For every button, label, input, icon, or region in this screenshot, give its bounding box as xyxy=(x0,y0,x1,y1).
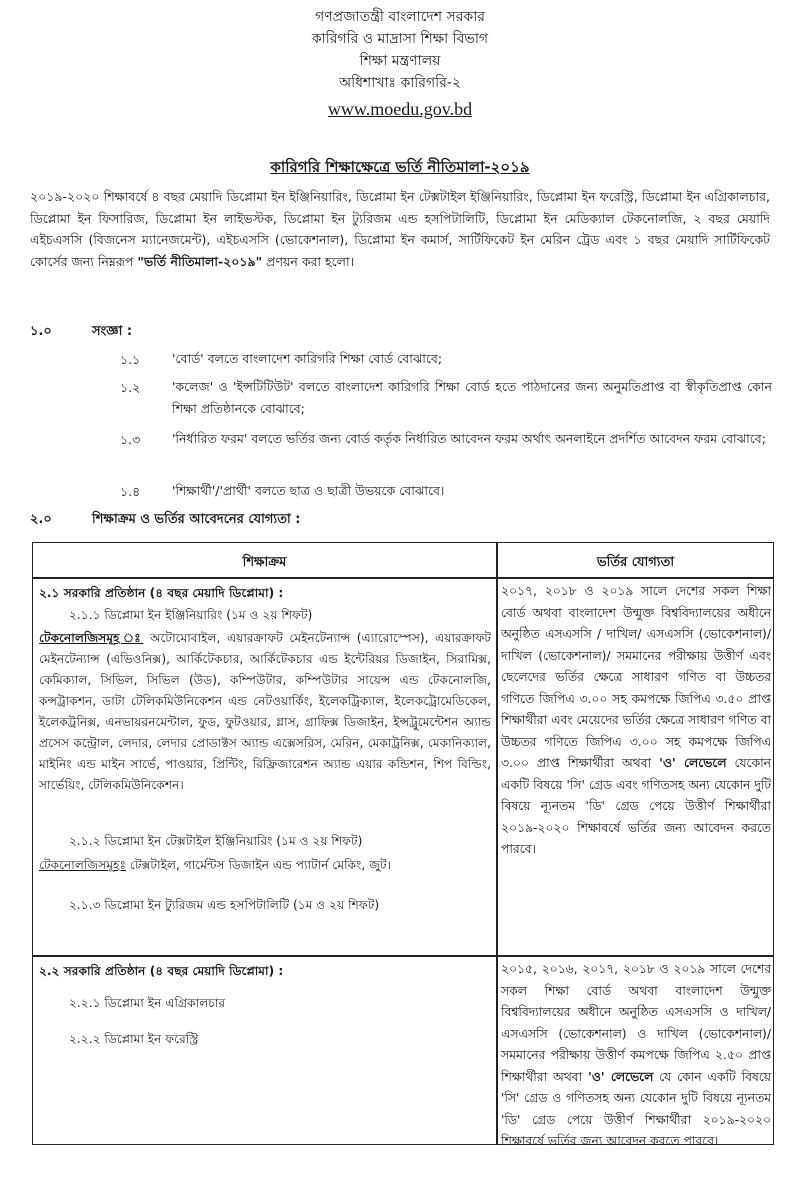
intro-paragraph xyxy=(30,186,770,272)
row1-tech2 xyxy=(39,855,491,876)
tech2-label: টেকনোলজিসমূহঃ xyxy=(39,858,127,872)
website-link[interactable]: www.moedu.gov.bd xyxy=(327,99,473,119)
row1-eligibility-a: ২০১৭, ২০১৮ ও ২০১৯ সালে দেশের সকল শিক্ষা বোর্ড অথবা বাংলাদেশ উন্মুক্ত বিশ্ববিদ্যালয়ের অধীনে অনুষ্ঠিত এসএসসি / দাখিল/ এসএসসি (ভোকেশনাল)/ দাখিল (ভোকেশনাল)/ সমমানের পরীক্ষায় উত্তীর্ণ এবং ছেলেদের ভর্তির ক্ষেত্রে সাধারণ গণিত বা উচ্চতর গণিতে জিপিএ ৩.০০ সহ কমপক্ষে জিপিএ ৩.৫০ প্রাপ্ত শিক্ষার্থীরা এবং মেয়েদের ভর্তির ক্ষেত্রে সাধারণ গণিত বা উচ্চতর গণিতে জিপিএ ৩.০০ সহ কমপক্ষে জিপিএ ৩.০০ প্রাপ্ত শিক্ষার্থীরা অথবা xyxy=(501,584,771,770)
col-header-eligibility: ভর্তির যোগ্যতা xyxy=(596,555,675,570)
def-1-2-text: 'কলেজ' ও 'ইন্সটিটিউট' বলতে বাংলাদেশ কারিগরি শিক্ষা বোর্ড হতে পাঠদানের জন্য অনুমতিপ্রাপ্ত বা স্বীকৃতিপ্রাপ্ত কোন শিক্ষা প্রতিষ্ঠানকে বোঝাবে; xyxy=(172,379,772,416)
row2-heading: ২.২ সরকারি প্রতিষ্ঠান (৪ বছর মেয়াদি ডিপ্লোমা) : xyxy=(39,964,284,978)
row-divider xyxy=(33,955,773,957)
row1-tech-list xyxy=(39,628,491,796)
row1-heading: ২.১ সরকারি প্রতিষ্ঠান (৪ বছর মেয়াদি ডিপ্লোমা) : xyxy=(39,586,284,600)
admission-table xyxy=(32,542,774,1148)
document-title: কারিগরি শিক্ষাক্ষেত্রে ভর্তি নীতিমালা-২০১৯ xyxy=(270,158,530,176)
row2-sub1: ২.২.১ ডিপ্লোমা ইন এগ্রিকালচার xyxy=(69,996,226,1010)
def-1-4-text: 'শিক্ষার্থী'/'প্রার্থী' বলতে ছাত্র ও ছাত্রী উভয়কে বোঝাবে। xyxy=(172,483,445,498)
section2-number: ২.০ xyxy=(30,512,52,527)
tech-label: টেকনোলজিসমূহ ঃ xyxy=(39,631,144,645)
column-divider xyxy=(496,543,498,1144)
tech2-list-text: টেক্সটাইল, গার্মেন্টস ডিজাইন এন্ড প্যাটার্ন মেকিং, জুট। xyxy=(129,858,392,872)
row1-eligibility-b: যেকোন একটি বিষয়ে 'সি' গ্রেড এবং গণিতসহ অন্য যেকোন দুটি বিষয়ে ন্যূনতম 'ডি' গ্রেড পেয়ে উত্তীর্ণ শিক্ষার্থীরা ২০১৯-২০২০ শিক্ষাবর্ষে ভর্তির জন্য আবেদন করতে পারবে। xyxy=(501,756,771,856)
def-1-1-text: 'বোর্ড' বলতে বাংলাদেশ কারিগরি শিক্ষা বোর্ড বোঝাবে; xyxy=(172,351,443,366)
row2-eligibility-a: ২০১৫, ২০১৬, ২০১৭, ২০১৮ ও ২০১৯ সালে দেশের সকল শিক্ষা বোর্ড অথবা বাংলাদেশ উন্মুক্ত বিশ্ববিদ্যালয়ের অধীনে অনুষ্ঠিত এসএসসি ও দাখিল/এসএসসি (ভোকেশনাল) ও দাখিল (ভোকেশনাল)/ সমমানের পরীক্ষায় উত্তীর্ণ কমপক্ষে জিপিএ ২.৫০ প্রাপ্ত শিক্ষার্থীরা অথবা xyxy=(501,962,771,1084)
intro-text: ২০১৯-২০২০ শিক্ষাবর্ষে ৪ বছর মেয়াদি ডিপ্লোমা ইন ইঞ্জিনিয়ারিং, ডিপ্লোমা ইন টেক্সটাইল ইঞ্জিনিয়ারিং, ডিপ্লোমা ইন ফরেস্ট্রি, ডিপ্লোমা ইন এগ্রিকালচার, ডিপ্লোমা ইন ফিসারিজ, ডিপ্লোমা ইন লাইভস্টক, ডিপ্লোমা ইন ট্যুরিজম এন্ড হসপিটালিটি, ডিপ্লোমা ইন মেডিক্যাল টেকনোলজি, ২ বছর মেয়াদি এইচএসসি (বিজনেস ম্যানেজমেন্ট), এইচএসসি (ভোকেশনাল), ডিপ্লোমা ইন কমার্স, সার্টিফিকেট ইন মেরিন ট্রেড এবং ১ বছর মেয়াদি সার্টিফিকেট কোর্সের জন্য নিম্নরূপ xyxy=(30,189,770,269)
row2-eligibility-b: যে কোন একটি বিষয়ে 'সি' গ্রেড ও গণিতসহ অন্য যেকোন দুটি বিষয়ে ন্যূনতম 'ডি' গ্রেড পেয়ে উত্তীর্ণ শিক্ষার্থীরা ২০১৯-২০২০ শিক্ষাবর্ষে ভর্তির জন্য আবেদন করতে পারবে। xyxy=(501,1069,771,1148)
row2-o-level: 'ও' লেভেলে xyxy=(588,1069,654,1084)
def-1-4-num: ১.৪ xyxy=(120,484,141,499)
header-government: গণপ্রজাতন্ত্রী বাংলাদেশ সরকার xyxy=(315,9,485,25)
row1-eligibility xyxy=(501,581,771,861)
header-branch: অধিশাখাঃ কারিগরি-২ xyxy=(338,75,462,91)
row1-sub1: ২.১.১ ডিপ্লোমা ইন ইঞ্জিনিয়ারিং (১ম ও ২য় শিফট) xyxy=(69,608,313,622)
header-ministry: শিক্ষা মন্ত্রণালয় xyxy=(359,53,441,69)
row2-eligibility xyxy=(501,959,771,1153)
def-1-1-num: ১.১ xyxy=(120,352,141,367)
def-1-2-num: ১.২ xyxy=(120,380,141,395)
row2-sub2: ২.২.২ ডিপ্লোমা ইন ফরেস্ট্রি xyxy=(69,1032,199,1046)
row1-o-level: 'ও' লেভেলে xyxy=(659,756,727,770)
col-header-curriculum: শিক্ষাক্রম xyxy=(242,555,287,570)
section2-heading: শিক্ষাক্রম ও ভর্তির আবেদনের যোগ্যতা : xyxy=(92,512,301,527)
tech-list-text: অটোমোবাইল, এয়ারক্রাফট মেইনটেন্যান্স (এ্যারোস্পেস), এয়ারক্রাফট মেইনটেন্যান্স (এভিওনিক্স), আর্কিটেকচার, আর্কিটেকচার এন্ড ইন্টেরিয়র ডিজাইন, সিরামিক্স, কেমিক্যাল, সিভিল, সিভিল (উড), কম্পিউটার, কম্পিউটার সায়েন্স এন্ড টেকনোলজি, কন্সট্রাকশন, ডাটা টেলিকমিউনিকেশন এন্ড নেটওয়ার্কিং, ইলেকট্রিক্যাল, ইলেকট্রোমেডিকেল, ইলেকট্রনিক্স, এনভায়রনমেন্টাল, ফুড, ফুটওয়ার, গ্লাস, গ্রাফিক্স ডিজাইন, ইন্সট্রুমেন্টেশন অ্যান্ড প্রসেস কন্ট্রোল, লেদার, লেদার প্রোডাক্টস অ্যান্ড এক্সেসরিস, মেরিন, মেকাট্রনিক্স, মেকানিক্যাল, মাইনিং এন্ড মাইন সার্ভে, পাওয়ার, প্রিন্টিং, রিফ্রিজারেশন অ্যান্ড এয়ার কন্ডিশন, শিপ বিল্ডিং, সার্ভেয়িং, টেলিকমিউনিকেশন। xyxy=(39,631,492,792)
policy-name: "ভর্তি নীতিমালা-২০১৯" xyxy=(137,253,263,269)
def-1-3-num: ১.৩ xyxy=(120,432,141,447)
intro-tail: প্রণয়ন করা হলো। xyxy=(262,253,355,269)
row1-sub2: ২.১.২ ডিপ্লোমা ইন টেক্সটাইল ইঞ্জিনিয়ারিং (১ম ও ২য় শিফট) xyxy=(69,834,363,848)
header-division: কারিগরি ও মাদ্রাসা শিক্ষা বিভাগ xyxy=(311,31,489,47)
header-divider xyxy=(33,577,773,579)
row1-sub3: ২.১.৩ ডিপ্লোমা ইন ট্যুরিজম এন্ড হসপিটালিটি (১ম ও ২য় শিফট) xyxy=(69,898,380,912)
section1-number: ১.০ xyxy=(30,324,52,339)
section1-heading: সংজ্ঞা : xyxy=(92,324,133,339)
def-1-3-text: 'নির্ধারিত ফরম' বলতে ভর্তির জন্য বোর্ড কর্তৃক নির্ধারিত আবেদন ফরম অর্থাৎ অনলাইনে প্রদর্শিত আবেদন ফরম বোঝাবে; xyxy=(172,431,766,446)
